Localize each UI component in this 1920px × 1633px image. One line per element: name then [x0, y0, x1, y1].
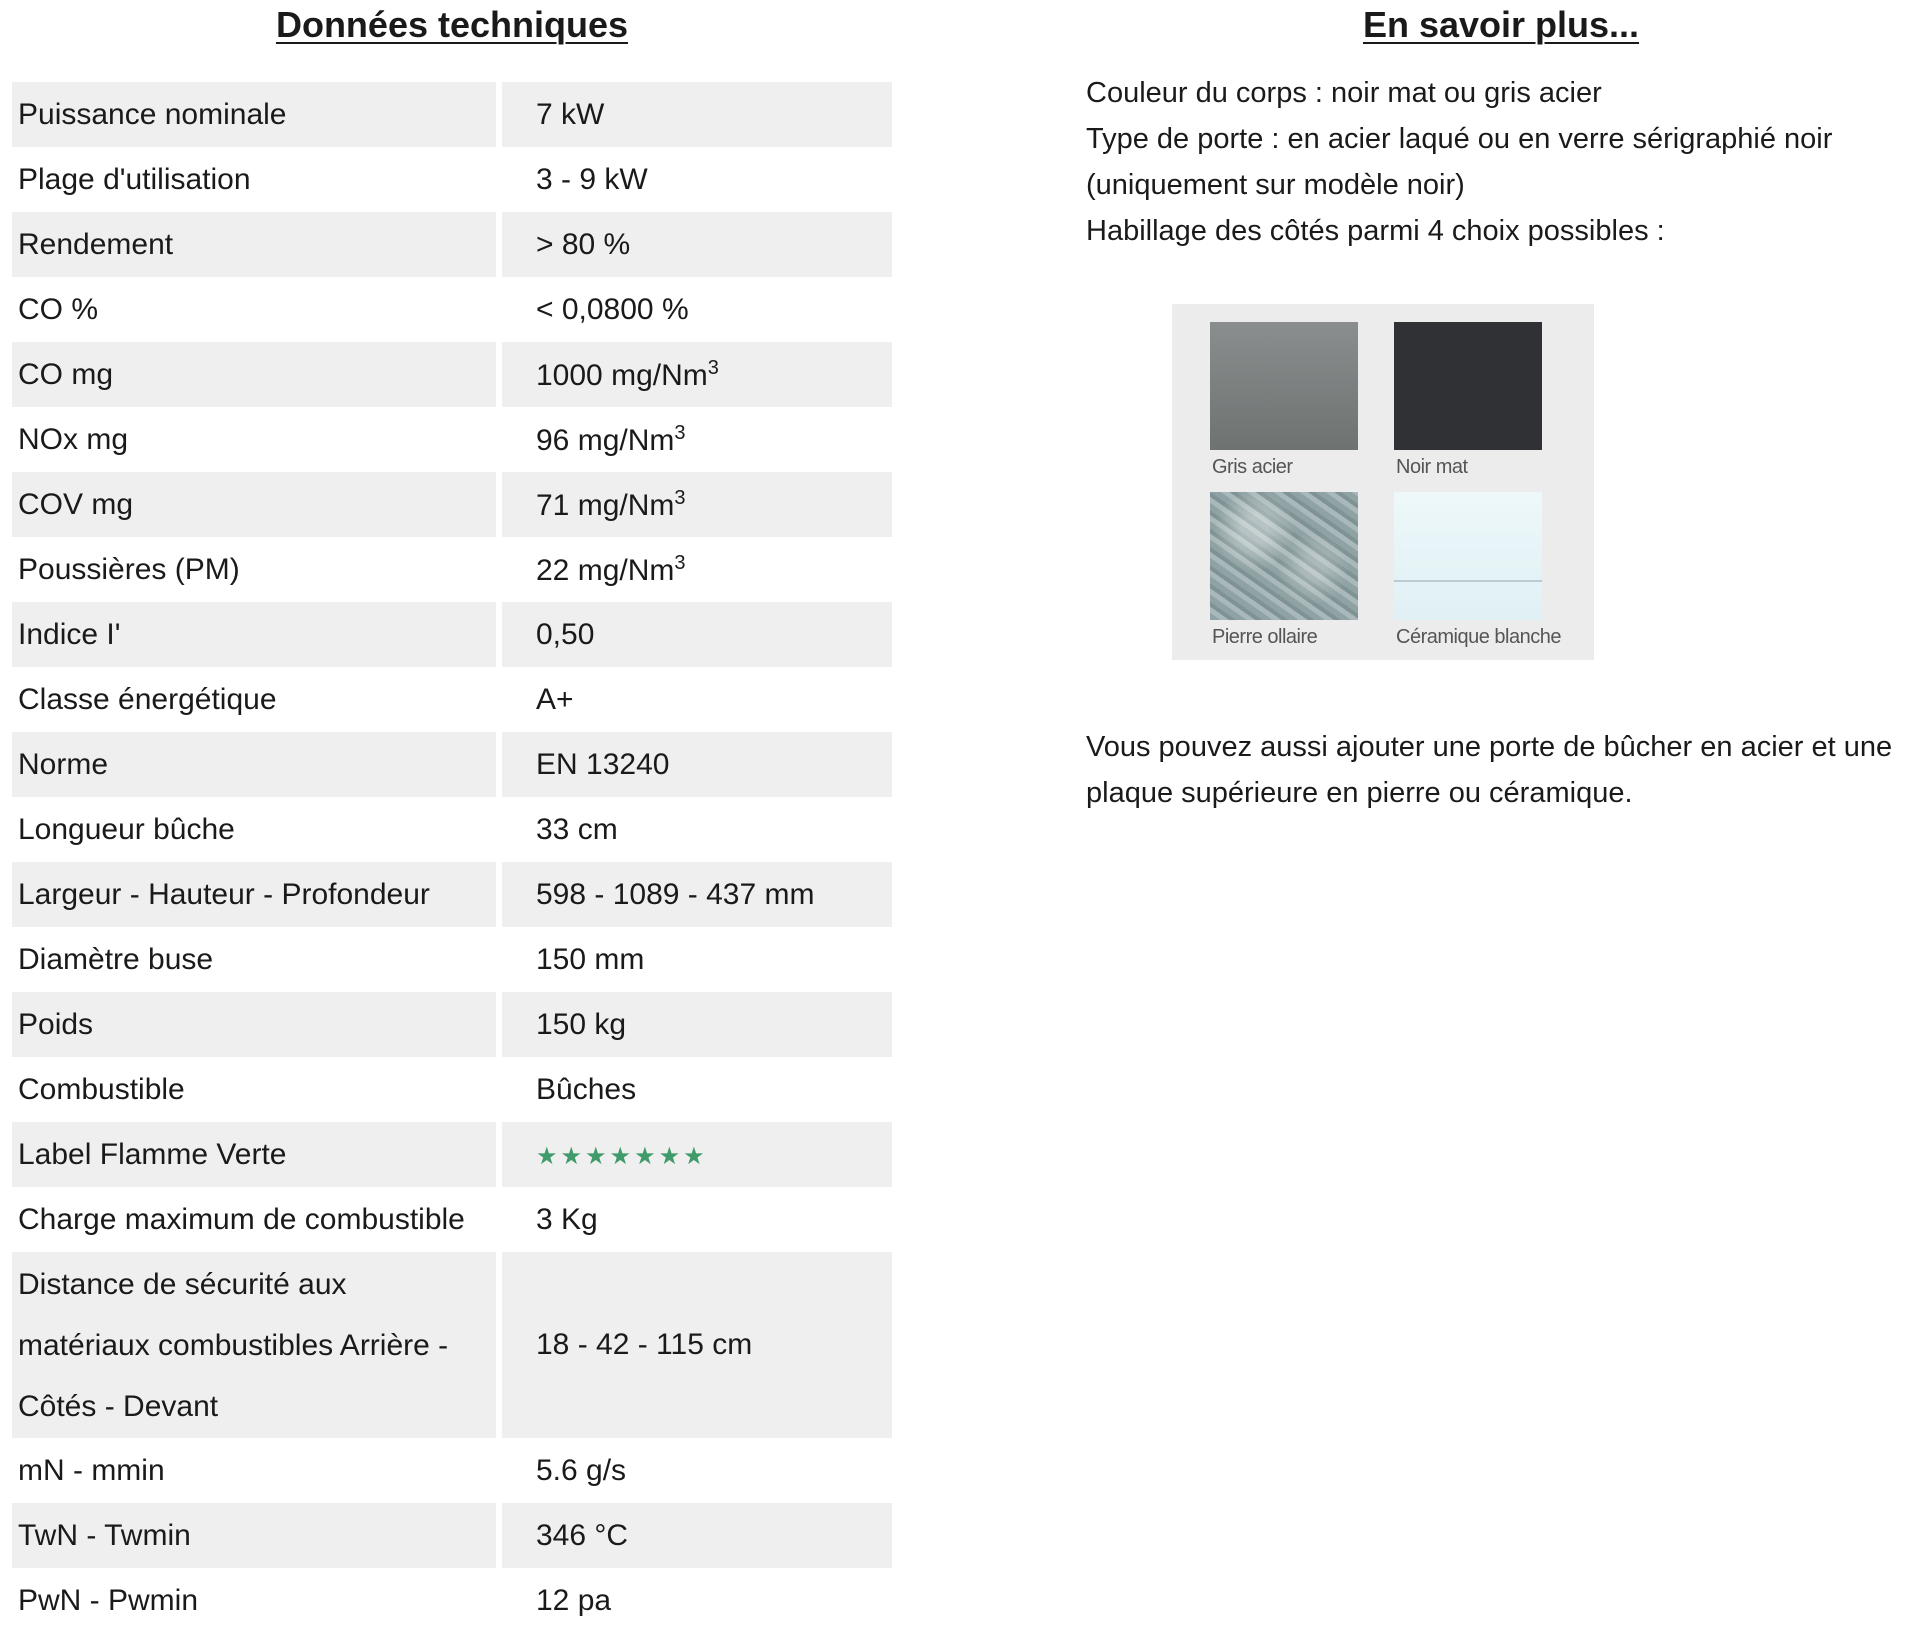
table-row — [12, 602, 892, 667]
spec-value: 3 Kg — [536, 1202, 598, 1236]
spec-value: 18 - 42 - 115 cm — [502, 1252, 892, 1438]
swatch-caption: Céramique blanche — [1396, 626, 1561, 648]
spec-value: 33 cm — [536, 812, 618, 846]
spec-value: > 80 % — [502, 212, 892, 277]
finish-swatches — [1172, 304, 1594, 660]
tech-data-section — [12, 0, 892, 1633]
spec-label: COV mg — [12, 472, 502, 537]
tech-data-title: Données techniques — [275, 4, 629, 45]
spec-value: 150 mm — [536, 942, 645, 976]
table-row — [12, 1568, 892, 1633]
more-info-section — [1086, 0, 1916, 816]
spec-value: 598 - 1089 - 437 mm — [502, 862, 892, 927]
info-line: Couleur du corps : noir mat ou gris acier — [1086, 77, 1602, 109]
value-text: 22 mg/Nm — [536, 553, 675, 587]
swatch-pierre-ollaire — [1210, 492, 1358, 620]
table-row — [12, 927, 892, 992]
spec-label: Rendement — [12, 212, 502, 277]
spec-label: Label Flamme Verte — [12, 1122, 502, 1187]
table-row — [12, 82, 892, 147]
spec-label — [12, 1252, 502, 1438]
table-row — [12, 862, 892, 927]
info-line: Habillage des côtés parmi 4 choix possibles : — [1086, 215, 1665, 247]
spec-label: Indice I' — [12, 602, 502, 667]
table-row — [12, 1438, 892, 1503]
table-row — [12, 472, 892, 537]
spec-label: PwN - Pwmin — [12, 1568, 502, 1633]
swatch-noir-mat — [1394, 322, 1542, 450]
spec-value: EN 13240 — [502, 732, 892, 797]
spec-table — [12, 82, 892, 1633]
superscript: 3 — [707, 356, 719, 379]
table-row — [12, 1503, 892, 1568]
flamme-verte-stars-icon: ★★★★★★★ — [536, 1142, 708, 1170]
spec-label: Combustible — [12, 1057, 502, 1122]
info-text — [1086, 70, 1916, 254]
label-line: Distance de sécurité aux — [18, 1267, 347, 1301]
spec-label: CO % — [12, 277, 502, 342]
spec-value: 7 kW — [502, 82, 892, 147]
more-info-title: En savoir plus... — [1362, 4, 1640, 45]
spec-value: A+ — [536, 682, 574, 716]
table-row — [12, 1057, 892, 1122]
value-text: 71 mg/Nm — [536, 488, 675, 522]
spec-value — [502, 472, 892, 537]
superscript: 3 — [674, 421, 686, 444]
spec-value — [502, 537, 892, 602]
spec-value: 3 - 9 kW — [536, 162, 648, 196]
superscript: 3 — [674, 486, 686, 509]
table-row — [12, 537, 892, 602]
table-row — [12, 407, 892, 472]
swatch-caption: Noir mat — [1396, 456, 1468, 478]
table-row — [12, 212, 892, 277]
value-text: 96 mg/Nm — [536, 423, 675, 457]
info-line: Type de porte : en acier laqué ou en verre sérigraphié noir — [1086, 123, 1833, 155]
spec-label: Classe énergétique — [12, 667, 502, 732]
spec-label: NOx mg — [12, 407, 502, 472]
spec-label: Plage d'utilisation — [12, 147, 502, 212]
spec-value: 150 kg — [502, 992, 892, 1057]
spec-value: 0,50 — [502, 602, 892, 667]
spec-value — [502, 1122, 892, 1187]
swatch-caption: Gris acier — [1212, 456, 1293, 478]
spec-label: Longueur bûche — [12, 797, 502, 862]
spec-value: < 0,0800 % — [536, 292, 689, 326]
table-row — [12, 667, 892, 732]
table-row — [12, 992, 892, 1057]
spec-label: mN - mmin — [12, 1438, 502, 1503]
spec-value: Bûches — [536, 1072, 637, 1106]
value-text: 1000 mg/Nm — [536, 358, 708, 392]
table-row — [12, 342, 892, 407]
spec-label: Norme — [12, 732, 502, 797]
spec-value: 12 pa — [536, 1583, 612, 1617]
swatch-caption: Pierre ollaire — [1212, 626, 1318, 648]
spec-value — [502, 342, 892, 407]
spec-label: TwN - Twmin — [12, 1503, 502, 1568]
superscript: 3 — [674, 551, 686, 574]
table-row — [12, 1252, 892, 1438]
spec-value: 346 °C — [502, 1503, 892, 1568]
accessories-note — [1086, 724, 1916, 816]
spec-value: 5.6 g/s — [536, 1453, 627, 1487]
note-line: Vous pouvez aussi ajouter une porte de bûcher en acier et une — [1086, 731, 1893, 763]
spec-label: Diamètre buse — [12, 927, 502, 992]
spec-label: Poussières (PM) — [12, 537, 502, 602]
table-row — [12, 147, 892, 212]
spec-label: Charge maximum de combustible — [12, 1187, 502, 1252]
table-row — [12, 732, 892, 797]
swatch-ceramique-blanche — [1394, 492, 1542, 620]
swatch-gris-acier — [1210, 322, 1358, 450]
table-row — [12, 1122, 892, 1187]
spec-label: Puissance nominale — [12, 82, 502, 147]
spec-label: Largeur - Hauteur - Profondeur — [12, 862, 502, 927]
table-row — [12, 277, 892, 342]
info-line: (uniquement sur modèle noir) — [1086, 169, 1465, 201]
note-line: plaque supérieure en pierre ou céramique. — [1086, 777, 1633, 809]
spec-label: Poids — [12, 992, 502, 1057]
spec-value — [502, 407, 892, 472]
label-line: Côtés - Devant — [18, 1389, 219, 1423]
label-line: matériaux combustibles Arrière - — [18, 1328, 449, 1362]
spec-label: CO mg — [12, 342, 502, 407]
table-row — [12, 797, 892, 862]
table-row — [12, 1187, 892, 1252]
